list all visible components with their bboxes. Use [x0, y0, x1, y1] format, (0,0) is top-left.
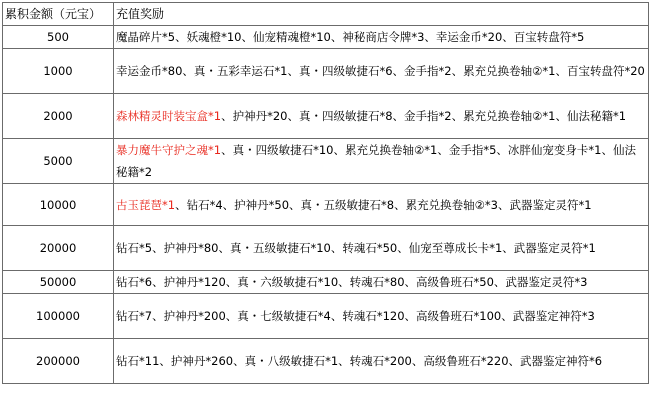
amount-column-header: 累积金额（元宝） — [3, 3, 114, 26]
reward-text: 钻石*11、护神丹*260、真・八级敏捷石*1、转魂石*200、高级鲁班石*220、武器鉴定神符*6 — [116, 354, 603, 368]
reward-cell — [114, 139, 649, 184]
table-row — [3, 49, 649, 94]
reward-cell — [114, 94, 649, 139]
highlight-reward: 森林精灵时装宝盒*1 — [116, 109, 222, 123]
reward-text: 、护神丹*20、真・四级敏捷石*8、金手指*2、累充兑换卷轴②*1、仙法秘籍*1 — [221, 109, 627, 123]
reward-cell — [114, 271, 649, 294]
table-row — [3, 184, 649, 226]
reward-text: 钻石*7、护神丹*200、真・七级敏捷石*4、转魂石*120、高级鲁班石*100、武器鉴定神符*3 — [116, 309, 595, 323]
reward-text: 幸运金币*80、真・五彩幸运石*1、真・四级敏捷石*6、金手指*2、累充兑换卷轴②*1、百宝转盘符*20 — [116, 64, 645, 78]
amount-cell: 200000 — [3, 339, 114, 384]
reward-text: 、钻石*4、护神丹*50、真・五级敏捷石*8、累充兑换卷轴②*3、武器鉴定灵符*1 — [175, 197, 592, 212]
reward-text: 钻石*6、护神丹*120、真・六级敏捷石*10、转魂石*80、高级鲁班石*50、武器鉴定灵符*3 — [116, 275, 588, 289]
reward-cell — [114, 184, 649, 226]
amount-cell: 2000 — [3, 94, 114, 139]
highlight-reward: 暴力魔牛守护之魂*1 — [116, 143, 222, 157]
table-body — [3, 26, 649, 384]
amount-cell: 1000 — [3, 49, 114, 94]
reward-text: 魔晶碎片*5、妖魂橙*10、仙宠精魂橙*10、神秘商店令牌*3、幸运金币*20、百宝转盘符*5 — [116, 30, 585, 44]
reward-cell — [114, 26, 649, 49]
table-row — [3, 94, 649, 139]
reward-text: 钻石*5、护神丹*80、真・五级敏捷石*10、转魂石*50、仙宠至尊成长卡*1、武器鉴定灵符*1 — [116, 241, 596, 255]
table-row — [3, 139, 649, 184]
reward-cell — [114, 49, 649, 94]
amount-cell: 10000 — [3, 184, 114, 226]
amount-cell: 20000 — [3, 226, 114, 271]
table-row — [3, 26, 649, 49]
table-row — [3, 294, 649, 339]
header-row — [3, 3, 649, 26]
amount-cell: 50000 — [3, 271, 114, 294]
reward-cell — [114, 226, 649, 271]
table-row — [3, 339, 649, 384]
recharge-reward-table — [2, 2, 649, 384]
reward-cell — [114, 294, 649, 339]
reward-text: 、真・四级敏捷石*10、累充兑换卷轴②*1、金手指*5、冰胖仙宠变身卡*1、仙法秘籍*2 — [116, 143, 636, 179]
reward-cell — [114, 339, 649, 384]
table-header — [3, 3, 649, 26]
table-row — [3, 226, 649, 271]
amount-cell: 500 — [3, 26, 114, 49]
reward-column-header: 充值奖励 — [114, 3, 649, 26]
amount-cell: 5000 — [3, 139, 114, 184]
highlight-reward: 古玉琵琶*1 — [116, 197, 176, 212]
amount-cell: 100000 — [3, 294, 114, 339]
table-row — [3, 271, 649, 294]
